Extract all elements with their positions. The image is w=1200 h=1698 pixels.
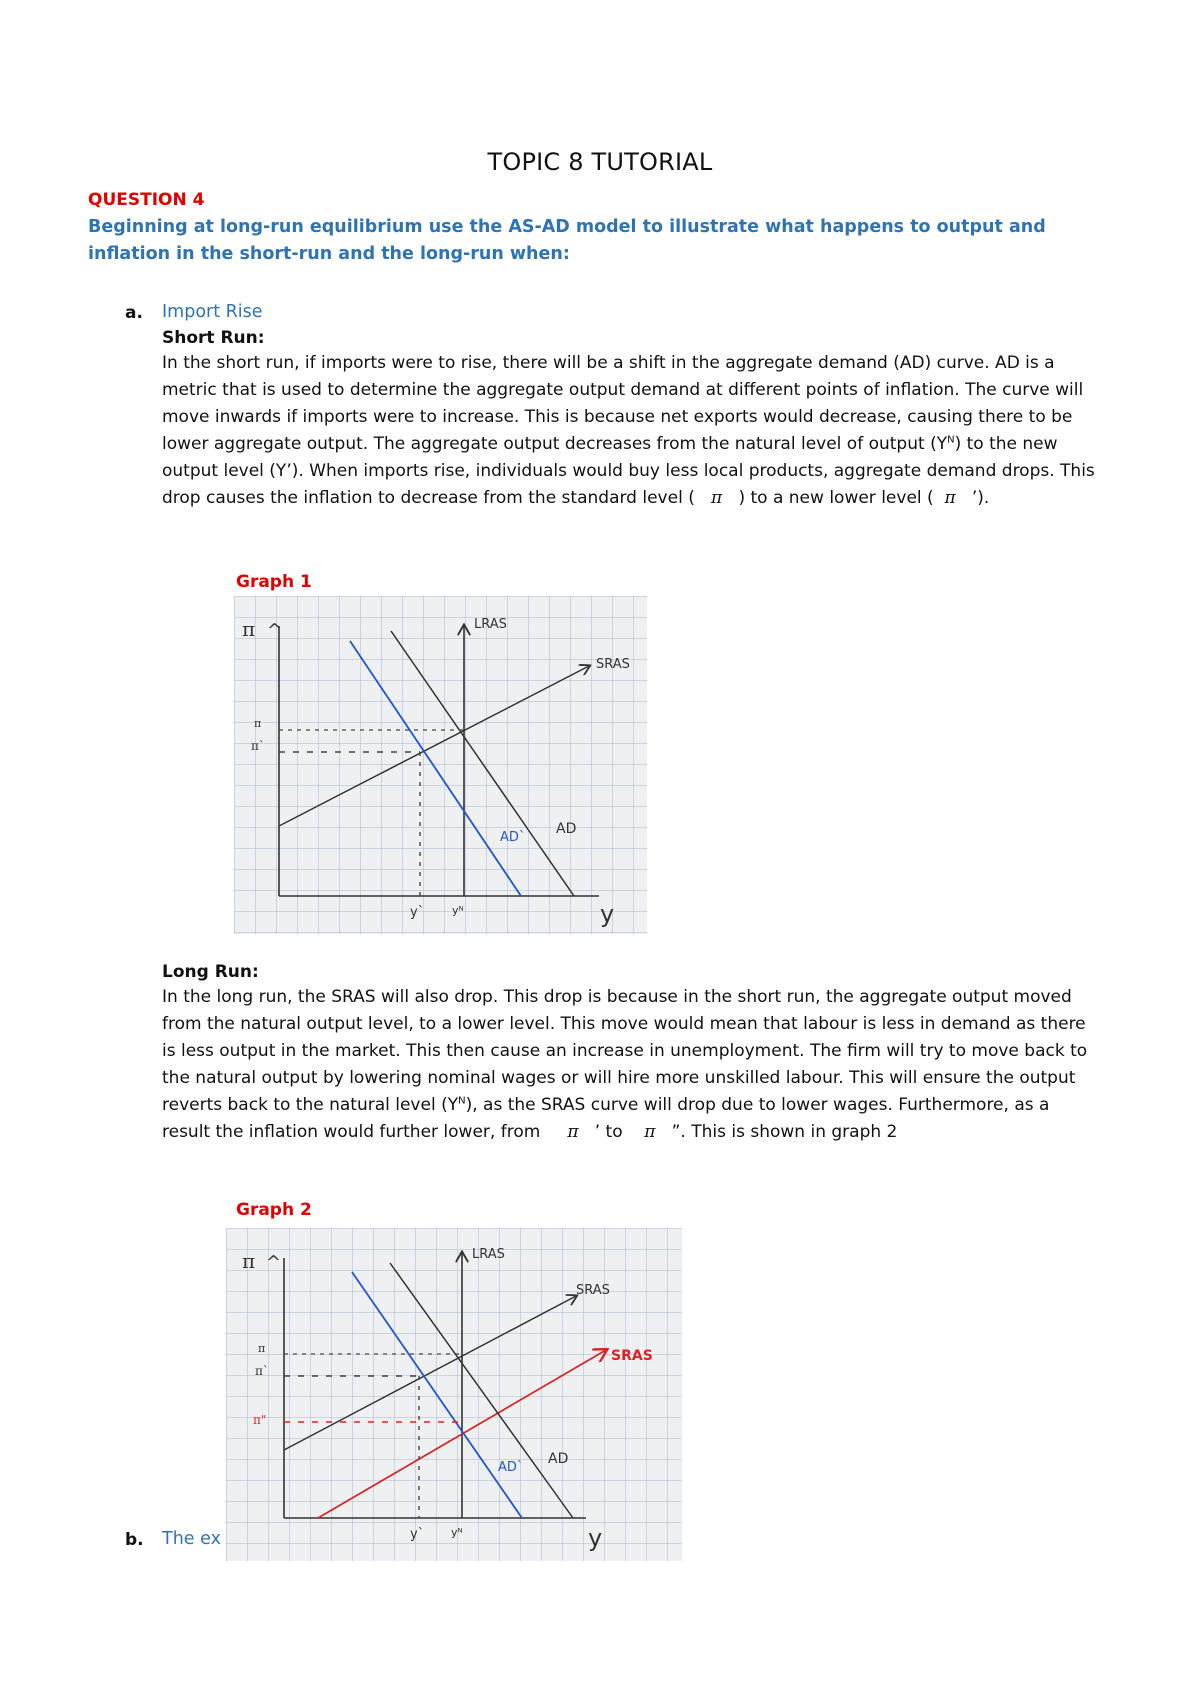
lras-label: LRAS: [474, 617, 507, 632]
pi-symbol: π: [711, 488, 723, 508]
page-title: TOPIC 8 TUTORIAL: [487, 148, 713, 176]
pi-prime-axis-label: π`: [255, 1364, 269, 1378]
sras-label: SRAS: [576, 1283, 610, 1298]
long-run-text-4: ”. This is shown in graph 2: [671, 1122, 898, 1142]
y-axis-arrow: ^: [267, 620, 283, 641]
short-run-text-3: ) to a new lower level (: [738, 488, 934, 508]
long-run-text-3: ’ to: [594, 1122, 623, 1142]
item-b-title: The ex: [162, 1529, 221, 1549]
item-a-title: Import Rise: [162, 302, 263, 322]
pi-prime-axis-label: π`: [251, 739, 265, 753]
ad-label: AD: [556, 821, 577, 837]
ad-new-label: AD`: [498, 1460, 524, 1475]
y-prime-label: y`: [410, 1527, 425, 1542]
sras-label: SRAS: [596, 657, 630, 672]
ad-label: AD: [548, 1451, 569, 1467]
y-prime-label: y`: [410, 905, 425, 920]
short-run-text-4: ’).: [971, 488, 990, 508]
superscript-n: N: [947, 434, 955, 446]
x-axis-label: y: [588, 1524, 603, 1552]
lras-label: LRAS: [472, 1247, 505, 1262]
question-label: QUESTION 4: [88, 190, 205, 210]
graph-1-image: [234, 596, 647, 934]
y-axis-label: π: [242, 617, 256, 641]
superscript-n: N: [458, 1095, 466, 1107]
long-run-text-2: ), as the SRAS curve will drop due to lower wages. Furthermore, as a result the inflation would further lower, from: [162, 1095, 1050, 1142]
y-axis-arrow: ^: [266, 1252, 282, 1273]
graph-1-svg: [234, 596, 647, 934]
graph-2-label: Graph 2: [236, 1200, 312, 1220]
short-run-paragraph: [162, 350, 1102, 512]
graph-2-svg: [226, 1228, 682, 1561]
pi-symbol: π: [944, 488, 956, 508]
pi-dprime-axis-label: π": [253, 1413, 267, 1427]
pi-axis-label: π: [258, 1342, 266, 1355]
long-run-heading: Long Run:: [162, 962, 259, 982]
short-run-text-2: ) to the new output level (Y’). When imports rise, individuals would buy less local products, aggregate demand drops. This drop causes the inflation to decrease from the standard level (: [162, 434, 1095, 508]
pi-symbol: π: [644, 1122, 656, 1142]
question-text: Beginning at long-run equilibrium use the AS-AD model to illustrate what happens to output and inflation in the short-run and the long-run when:: [88, 217, 1046, 264]
long-run-text-1: In the long run, the SRAS will also drop. This drop is because in the short run, the aggregate output moved from the natural output level, to a lower level. This move would mean that labour is less in demand as there is less output in the market. This then cause an increase in unemployment. The firm will try to move back to the natural output by lowering nominal wages or will hire more unskilled labour. This will ensure the output reverts back to the natural level (Y: [162, 987, 1088, 1115]
item-b-letter: b.: [125, 1530, 144, 1550]
y-n-label: yᴺ: [452, 904, 464, 917]
short-run-text-1: In the short run, if imports were to rise, there will be a shift in the aggregate demand (AD) curve. AD is a metric that is used to determine the aggregate output demand at different points of inflation. The curve will move inwards if imports were to increase. This is because net exports would decrease, causing there to be lower aggregate output. The aggregate output decreases from the natural level of output (Y: [162, 353, 1084, 454]
pi-axis-label: π: [254, 717, 262, 730]
graph-1-label: Graph 1: [236, 572, 312, 592]
y-n-label: yᴺ: [451, 1526, 463, 1539]
y-axis-label: π: [242, 1249, 256, 1273]
ad-new-label: AD`: [500, 830, 526, 845]
pi-symbol: π: [567, 1122, 579, 1142]
short-run-heading: Short Run:: [162, 328, 265, 348]
x-axis-label: y: [600, 900, 615, 928]
long-run-paragraph: [162, 984, 1102, 1146]
graph-2-image: [226, 1228, 682, 1561]
sras-new-label: SRAS: [611, 1348, 653, 1364]
item-a-letter: a.: [125, 303, 143, 323]
